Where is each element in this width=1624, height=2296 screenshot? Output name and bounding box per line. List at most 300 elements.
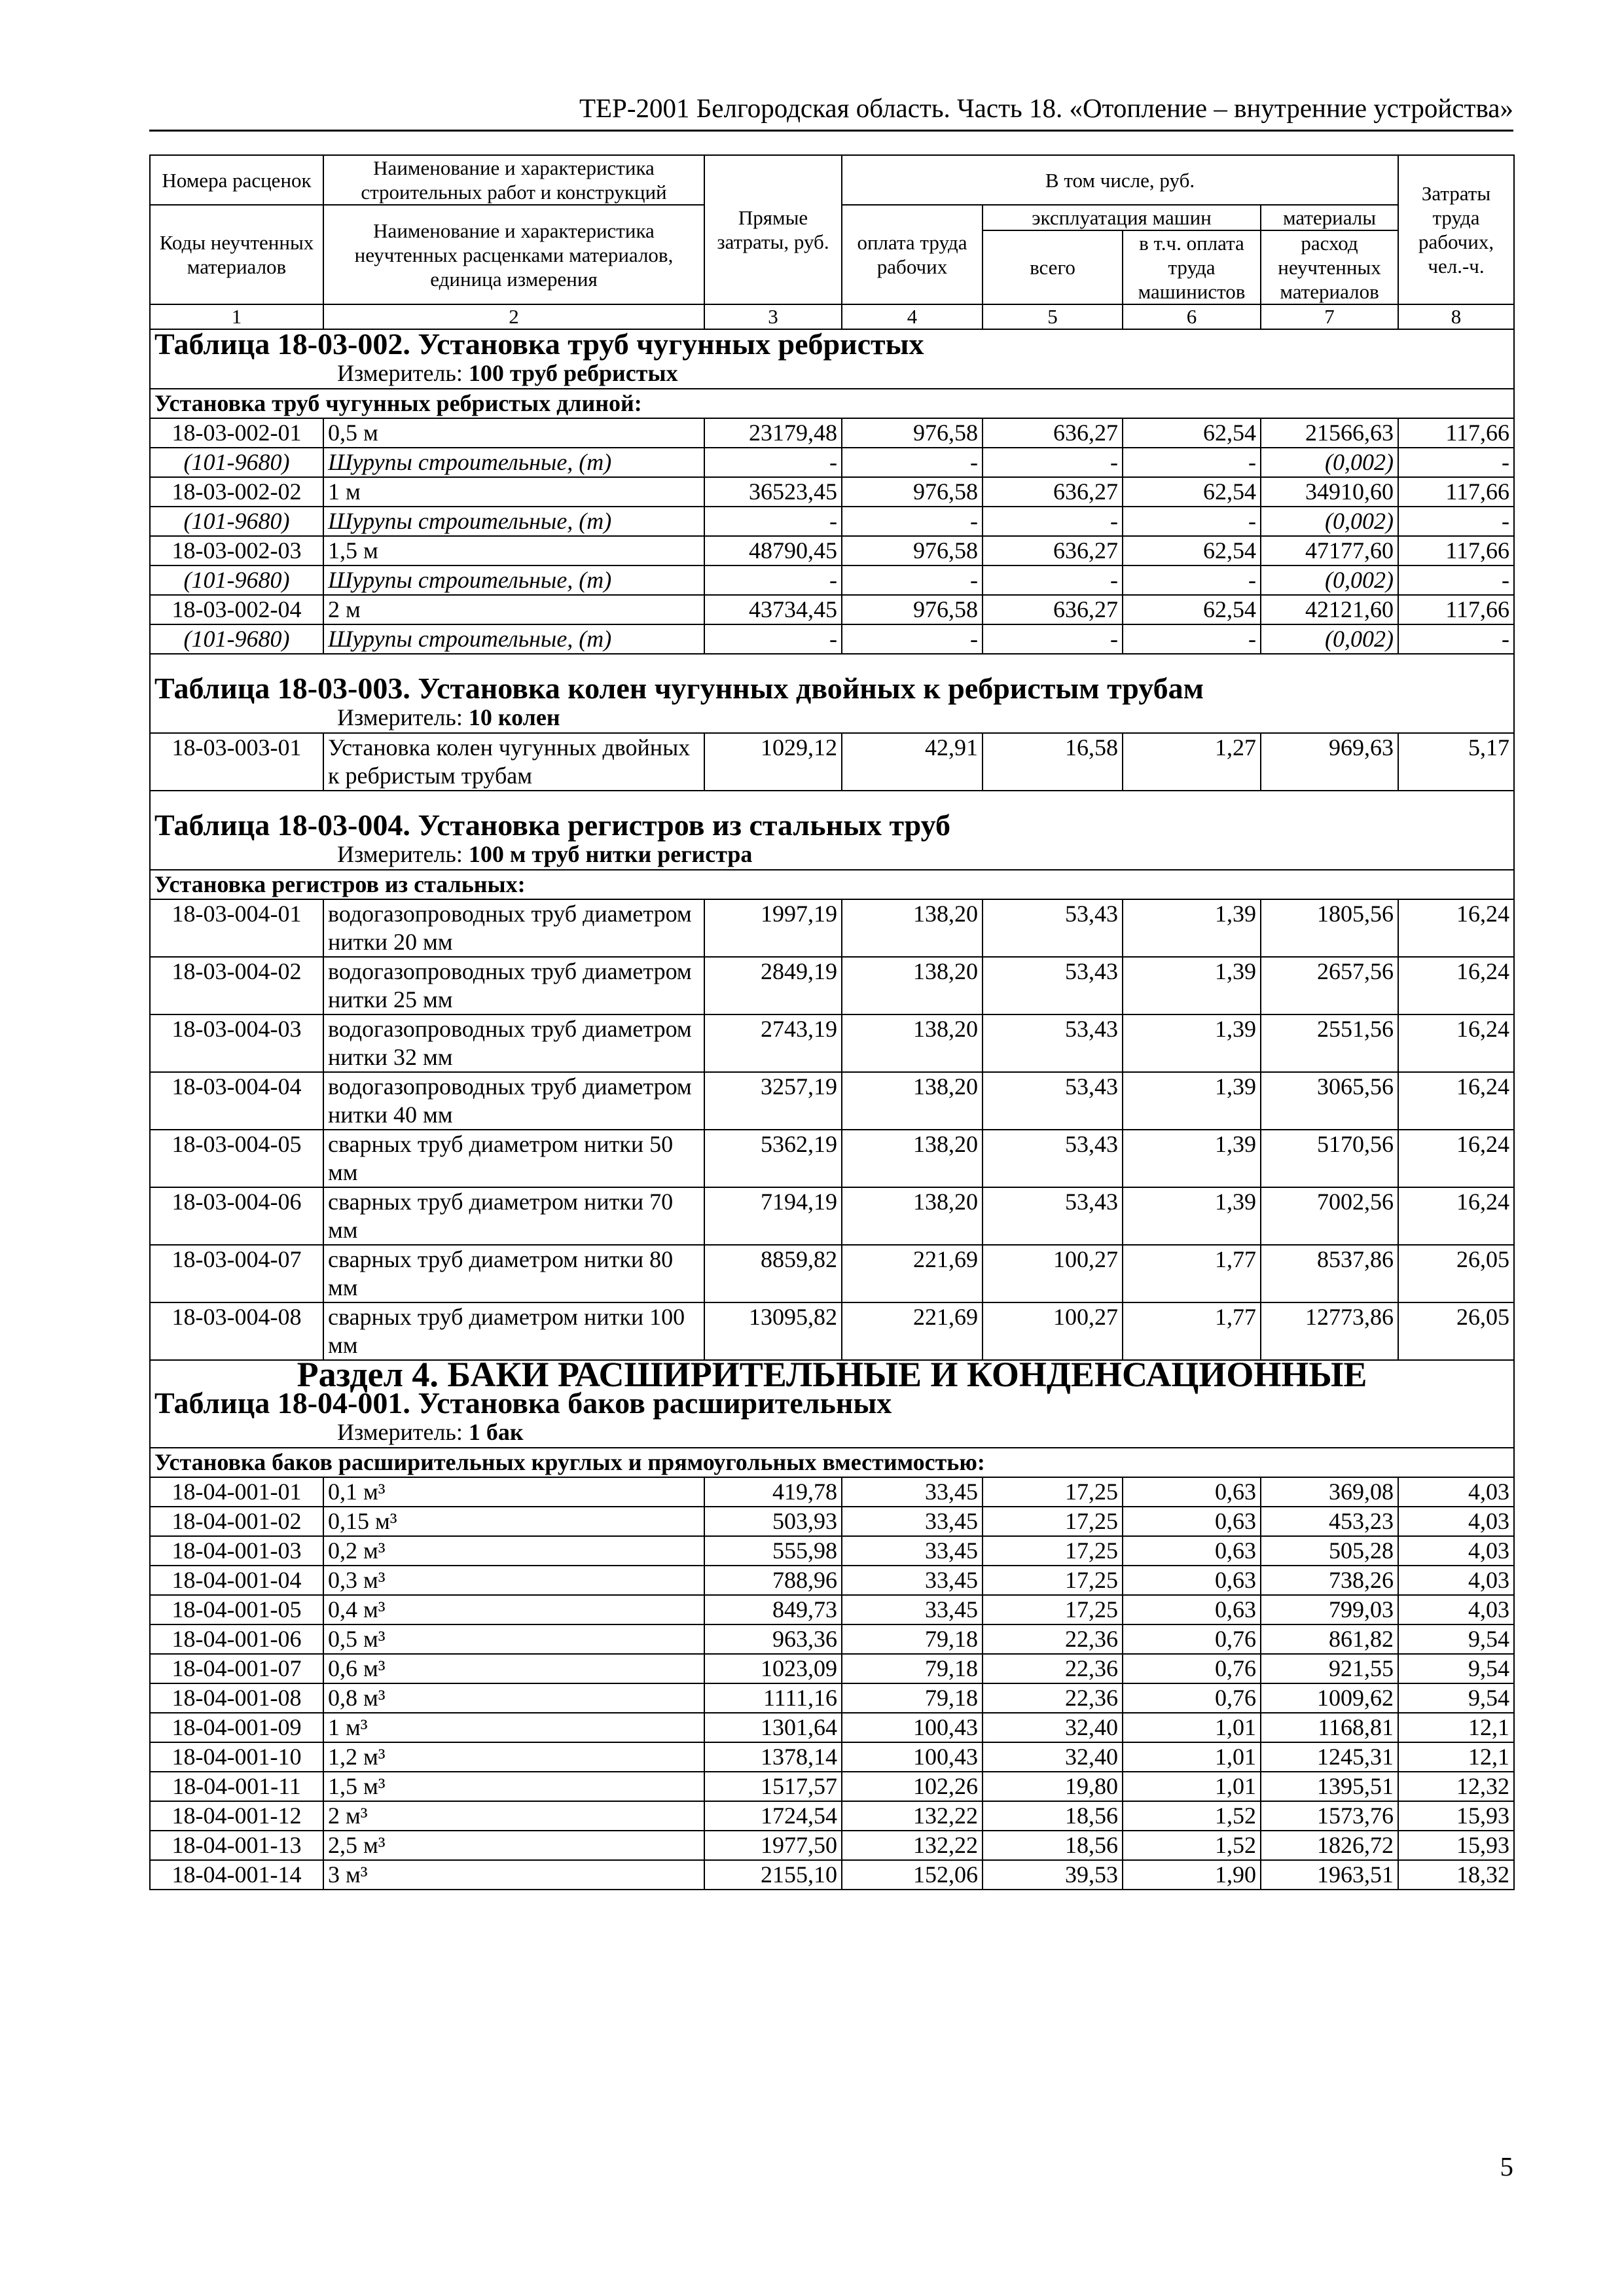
work-name: 0,3 м³ xyxy=(323,1566,704,1595)
including-header: В том числе, руб. xyxy=(842,155,1398,205)
rate-code: 18-04-001-06 xyxy=(150,1624,323,1654)
work-name: 2,5 м³ xyxy=(323,1831,704,1860)
value-cell: 0,63 xyxy=(1123,1507,1261,1536)
value-cell: 79,18 xyxy=(842,1624,983,1654)
work-name: 1 м³ xyxy=(323,1713,704,1742)
table-title: Таблица 18-04-001. Установка баков расширительных xyxy=(150,1389,1514,1417)
value-cell: 17,25 xyxy=(983,1566,1123,1595)
rate-code: 18-04-001-14 xyxy=(150,1860,323,1890)
value-cell: 138,20 xyxy=(842,1072,983,1130)
value-cell: 26,05 xyxy=(1398,1245,1514,1302)
rate-code: 18-03-004-05 xyxy=(150,1130,323,1187)
work-name: сварных труб диаметром нитки 100 мм xyxy=(323,1302,704,1360)
work-name: 0,6 м³ xyxy=(323,1654,704,1683)
unit-row xyxy=(150,358,1514,389)
column-header-row-1 xyxy=(150,155,1514,205)
value-cell: 503,93 xyxy=(704,1507,842,1536)
value-cell: 79,18 xyxy=(842,1654,983,1683)
work-name: сварных труб диаметром нитки 70 мм xyxy=(323,1187,704,1245)
value-cell: 3257,19 xyxy=(704,1072,842,1130)
price-row xyxy=(150,1566,1514,1595)
value-cell: 4,03 xyxy=(1398,1536,1514,1566)
price-row xyxy=(150,1683,1514,1713)
material-row xyxy=(150,507,1514,536)
value-cell: 16,24 xyxy=(1398,899,1514,957)
work-name: водогазопроводных труб диаметром нитки 32 мм xyxy=(323,1014,704,1072)
rate-code: 18-04-001-09 xyxy=(150,1713,323,1742)
rate-code: 18-03-004-04 xyxy=(150,1072,323,1130)
value-cell: 1009,62 xyxy=(1261,1683,1398,1713)
value-cell: 369,08 xyxy=(1261,1477,1398,1507)
price-row xyxy=(150,1595,1514,1624)
value-cell: 16,24 xyxy=(1398,1187,1514,1245)
value-cell: 18,32 xyxy=(1398,1860,1514,1890)
value-cell: 5170,56 xyxy=(1261,1130,1398,1187)
value-cell: 17,25 xyxy=(983,1536,1123,1566)
value-cell: 1168,81 xyxy=(1261,1713,1398,1742)
material-code: (101-9680) xyxy=(150,565,323,595)
price-row xyxy=(150,1014,1514,1072)
material-value: - xyxy=(1123,565,1261,595)
value-cell: 12,1 xyxy=(1398,1713,1514,1742)
value-cell: 1,39 xyxy=(1123,1130,1261,1187)
material-value: - xyxy=(1123,624,1261,654)
table-title-row xyxy=(150,674,1514,702)
value-cell: 23179,48 xyxy=(704,418,842,448)
unit-row xyxy=(150,1417,1514,1448)
value-cell: 0,63 xyxy=(1123,1536,1261,1566)
value-cell: 17,25 xyxy=(983,1477,1123,1507)
work-name: 0,2 м³ xyxy=(323,1536,704,1566)
subheading-row xyxy=(150,389,1514,418)
subheading: Установка регистров из стальных: xyxy=(150,870,1514,899)
material-value: - xyxy=(1398,624,1514,654)
value-cell: 2743,19 xyxy=(704,1014,842,1072)
value-cell: 4,03 xyxy=(1398,1595,1514,1624)
price-row xyxy=(150,1302,1514,1360)
subheading-row xyxy=(150,1448,1514,1477)
value-cell: 0,76 xyxy=(1123,1654,1261,1683)
header-rule xyxy=(149,130,1513,132)
value-cell: 1517,57 xyxy=(704,1772,842,1801)
rate-code: 18-03-004-03 xyxy=(150,1014,323,1072)
price-row xyxy=(150,1860,1514,1890)
value-cell: 1,27 xyxy=(1123,733,1261,791)
subheading-row xyxy=(150,870,1514,899)
value-cell: 62,54 xyxy=(1123,418,1261,448)
material-value: - xyxy=(983,565,1123,595)
value-cell: 976,58 xyxy=(842,536,983,565)
rate-code: 18-04-001-13 xyxy=(150,1831,323,1860)
column-number: 2 xyxy=(323,304,704,329)
value-cell: 1,90 xyxy=(1123,1860,1261,1890)
value-cell: 26,05 xyxy=(1398,1302,1514,1360)
value-cell: 1,01 xyxy=(1123,1742,1261,1772)
value-cell: 8859,82 xyxy=(704,1245,842,1302)
value-cell: 1,39 xyxy=(1123,957,1261,1014)
value-cell: 16,58 xyxy=(983,733,1123,791)
value-cell: 15,93 xyxy=(1398,1831,1514,1860)
value-cell: 0,63 xyxy=(1123,1595,1261,1624)
value-cell: 100,27 xyxy=(983,1245,1123,1302)
work-name: 1,5 м³ xyxy=(323,1772,704,1801)
rate-code: 18-03-004-07 xyxy=(150,1245,323,1302)
work-name: водогазопроводных труб диаметром нитки 25 мм xyxy=(323,957,704,1014)
price-row xyxy=(150,1624,1514,1654)
rate-code: 18-03-003-01 xyxy=(150,733,323,791)
material-code: (101-9680) xyxy=(150,507,323,536)
col3-header: Прямые затраты, руб. xyxy=(704,155,842,304)
value-cell: 738,26 xyxy=(1261,1566,1398,1595)
price-row xyxy=(150,1801,1514,1831)
col1-header-a: Номера расценок xyxy=(150,155,323,205)
value-cell: 39,53 xyxy=(983,1860,1123,1890)
work-name: 0,15 м³ xyxy=(323,1507,704,1536)
column-number: 8 xyxy=(1398,304,1514,329)
unit-row xyxy=(150,839,1514,870)
value-cell: 3065,56 xyxy=(1261,1072,1398,1130)
value-cell: 53,43 xyxy=(983,1187,1123,1245)
material-value: - xyxy=(842,624,983,654)
value-cell: 53,43 xyxy=(983,1072,1123,1130)
column-number: 3 xyxy=(704,304,842,329)
unit-value: 1 бак xyxy=(468,1419,524,1445)
unit-line xyxy=(150,1417,1514,1448)
value-cell: 969,63 xyxy=(1261,733,1398,791)
value-cell: 117,66 xyxy=(1398,536,1514,565)
value-cell: 4,03 xyxy=(1398,1566,1514,1595)
value-cell: 9,54 xyxy=(1398,1683,1514,1713)
unit-label: Измеритель: xyxy=(337,360,463,386)
machines-header: эксплуатация машин xyxy=(983,205,1261,230)
col5-header: всего xyxy=(983,230,1123,304)
value-cell: 9,54 xyxy=(1398,1654,1514,1683)
material-code: (101-9680) xyxy=(150,448,323,477)
value-cell: 1997,19 xyxy=(704,899,842,957)
table-title-row xyxy=(150,329,1514,358)
material-value: - xyxy=(983,624,1123,654)
value-cell: 138,20 xyxy=(842,899,983,957)
work-name: Установка колен чугунных двойных к ребристым трубам xyxy=(323,733,704,791)
col2-header-a: Наименование и характеристика строительных работ и конструкций xyxy=(323,155,704,205)
value-cell: 8537,86 xyxy=(1261,1245,1398,1302)
material-name: Шурупы строительные, (т) xyxy=(323,507,704,536)
value-cell: 53,43 xyxy=(983,957,1123,1014)
work-name: 0,4 м³ xyxy=(323,1595,704,1624)
col4-header: оплата труда рабочих xyxy=(842,205,983,304)
unit-line xyxy=(150,358,1514,389)
price-row xyxy=(150,899,1514,957)
work-name: сварных труб диаметром нитки 80 мм xyxy=(323,1245,704,1302)
value-cell: 1,01 xyxy=(1123,1772,1261,1801)
value-cell: 15,93 xyxy=(1398,1801,1514,1831)
value-cell: 53,43 xyxy=(983,899,1123,957)
value-cell: 1573,76 xyxy=(1261,1801,1398,1831)
value-cell: 636,27 xyxy=(983,595,1123,624)
value-cell: 419,78 xyxy=(704,1477,842,1507)
value-cell: 1963,51 xyxy=(1261,1860,1398,1890)
value-cell: 36523,45 xyxy=(704,477,842,507)
work-name: 1 м xyxy=(323,477,704,507)
rate-code: 18-04-001-11 xyxy=(150,1772,323,1801)
value-cell: 13095,82 xyxy=(704,1302,842,1360)
work-name: 2 м³ xyxy=(323,1801,704,1831)
price-row xyxy=(150,595,1514,624)
value-cell: 132,22 xyxy=(842,1801,983,1831)
value-cell: 1245,31 xyxy=(1261,1742,1398,1772)
value-cell: 62,54 xyxy=(1123,477,1261,507)
value-cell: 2657,56 xyxy=(1261,957,1398,1014)
value-cell: 1301,64 xyxy=(704,1713,842,1742)
material-value: - xyxy=(1398,507,1514,536)
value-cell: 43734,45 xyxy=(704,595,842,624)
price-row xyxy=(150,1072,1514,1130)
material-value: - xyxy=(983,448,1123,477)
material-value: - xyxy=(842,448,983,477)
material-value: - xyxy=(704,565,842,595)
price-row xyxy=(150,1130,1514,1187)
value-cell: 5362,19 xyxy=(704,1130,842,1187)
value-cell: 18,56 xyxy=(983,1831,1123,1860)
value-cell: 53,43 xyxy=(983,1130,1123,1187)
value-cell: 1395,51 xyxy=(1261,1772,1398,1801)
col1-header-b: Коды неучтенных материалов xyxy=(150,205,323,304)
work-name: 0,5 м³ xyxy=(323,1624,704,1654)
value-cell: 53,43 xyxy=(983,1014,1123,1072)
value-cell: 117,66 xyxy=(1398,418,1514,448)
work-name: 0,8 м³ xyxy=(323,1683,704,1713)
value-cell: 19,80 xyxy=(983,1772,1123,1801)
rate-code: 18-04-001-05 xyxy=(150,1595,323,1624)
value-cell: 1826,72 xyxy=(1261,1831,1398,1860)
column-number: 7 xyxy=(1261,304,1398,329)
value-cell: 7002,56 xyxy=(1261,1187,1398,1245)
value-cell: 1,39 xyxy=(1123,1187,1261,1245)
table-title: Таблица 18-03-003. Установка колен чугунных двойных к ребристым трубам xyxy=(150,674,1514,702)
price-row xyxy=(150,477,1514,507)
unit-line xyxy=(150,702,1514,733)
material-value: - xyxy=(1123,448,1261,477)
price-row xyxy=(150,1713,1514,1742)
value-cell: 12773,86 xyxy=(1261,1302,1398,1360)
value-cell: 636,27 xyxy=(983,418,1123,448)
value-cell: 0,63 xyxy=(1123,1566,1261,1595)
value-cell: 22,36 xyxy=(983,1654,1123,1683)
value-cell: 453,23 xyxy=(1261,1507,1398,1536)
column-number: 1 xyxy=(150,304,323,329)
value-cell: 1724,54 xyxy=(704,1801,842,1831)
value-cell: 138,20 xyxy=(842,957,983,1014)
materials-header: материалы xyxy=(1261,205,1398,230)
value-cell: 32,40 xyxy=(983,1742,1123,1772)
value-cell: 555,98 xyxy=(704,1536,842,1566)
value-cell: 221,69 xyxy=(842,1302,983,1360)
material-code: (101-9680) xyxy=(150,624,323,654)
value-cell: 117,66 xyxy=(1398,595,1514,624)
part-title: Раздел 4. БАКИ РАСШИРИТЕЛЬНЫЕ И КОНДЕНСАЦИОННЫЕ xyxy=(150,1360,1514,1389)
value-cell: 976,58 xyxy=(842,477,983,507)
unit-row xyxy=(150,702,1514,733)
value-cell: 921,55 xyxy=(1261,1654,1398,1683)
value-cell: 2551,56 xyxy=(1261,1014,1398,1072)
value-cell: 100,27 xyxy=(983,1302,1123,1360)
rate-code: 18-04-001-03 xyxy=(150,1536,323,1566)
value-cell: 100,43 xyxy=(842,1742,983,1772)
material-value: - xyxy=(983,507,1123,536)
page-number: 5 xyxy=(1500,2151,1513,2181)
value-cell: 48790,45 xyxy=(704,536,842,565)
unit-value: 100 труб ребристых xyxy=(468,360,678,386)
value-cell: 33,45 xyxy=(842,1507,983,1536)
value-cell: 132,22 xyxy=(842,1831,983,1860)
value-cell: 976,58 xyxy=(842,595,983,624)
price-row xyxy=(150,1477,1514,1507)
material-value: - xyxy=(1398,448,1514,477)
value-cell: 2155,10 xyxy=(704,1860,842,1890)
col7-header: расход неучтенных материалов xyxy=(1261,230,1398,304)
value-cell: 4,03 xyxy=(1398,1507,1514,1536)
material-value: - xyxy=(1398,565,1514,595)
work-name: 0,1 м³ xyxy=(323,1477,704,1507)
value-cell: 788,96 xyxy=(704,1566,842,1595)
price-row xyxy=(150,1507,1514,1536)
work-name: сварных труб диаметром нитки 50 мм xyxy=(323,1130,704,1187)
value-cell: 636,27 xyxy=(983,477,1123,507)
value-cell: 1977,50 xyxy=(704,1831,842,1860)
rate-code: 18-04-001-08 xyxy=(150,1683,323,1713)
col8-header: Затраты труда рабочих, чел.-ч. xyxy=(1398,155,1514,304)
value-cell: 42121,60 xyxy=(1261,595,1398,624)
part-title-row xyxy=(150,1360,1514,1389)
work-name: 1,2 м³ xyxy=(323,1742,704,1772)
value-cell: 1,01 xyxy=(1123,1713,1261,1742)
rate-code: 18-03-004-06 xyxy=(150,1187,323,1245)
work-name: 1,5 м xyxy=(323,536,704,565)
value-cell: 505,28 xyxy=(1261,1536,1398,1566)
value-cell: 33,45 xyxy=(842,1536,983,1566)
value-cell: 138,20 xyxy=(842,1014,983,1072)
running-header: ТЕР-2001 Белгородская область. Часть 18. «Отопление – внутренние устройства» xyxy=(579,93,1513,123)
material-value: (0,002) xyxy=(1261,565,1398,595)
material-value: (0,002) xyxy=(1261,624,1398,654)
price-row xyxy=(150,1742,1514,1772)
material-row xyxy=(150,448,1514,477)
price-row xyxy=(150,1187,1514,1245)
value-cell: 22,36 xyxy=(983,1683,1123,1713)
material-value: - xyxy=(704,624,842,654)
price-row xyxy=(150,733,1514,791)
unit-value: 100 м труб нитки регистра xyxy=(468,841,753,867)
value-cell: 1023,09 xyxy=(704,1654,842,1683)
value-cell: 32,40 xyxy=(983,1713,1123,1742)
value-cell: 42,91 xyxy=(842,733,983,791)
value-cell: 4,03 xyxy=(1398,1477,1514,1507)
rate-code: 18-04-001-02 xyxy=(150,1507,323,1536)
value-cell: 221,69 xyxy=(842,1245,983,1302)
unit-label: Измеритель: xyxy=(337,1419,463,1445)
material-value: - xyxy=(1123,507,1261,536)
value-cell: 1,52 xyxy=(1123,1801,1261,1831)
rate-code: 18-04-001-04 xyxy=(150,1566,323,1595)
value-cell: 47177,60 xyxy=(1261,536,1398,565)
rate-code: 18-03-002-01 xyxy=(150,418,323,448)
material-value: - xyxy=(704,448,842,477)
value-cell: 17,25 xyxy=(983,1595,1123,1624)
value-cell: 849,73 xyxy=(704,1595,842,1624)
unit-label: Измеритель: xyxy=(337,704,463,730)
table-title-row xyxy=(150,811,1514,839)
col6-header: в т.ч. оплата труда машинистов xyxy=(1123,230,1261,304)
value-cell: 62,54 xyxy=(1123,595,1261,624)
work-name: 0,5 м xyxy=(323,418,704,448)
value-cell: 636,27 xyxy=(983,536,1123,565)
price-row xyxy=(150,1245,1514,1302)
value-cell: 5,17 xyxy=(1398,733,1514,791)
value-cell: 1,39 xyxy=(1123,1072,1261,1130)
price-row xyxy=(150,1536,1514,1566)
value-cell: 79,18 xyxy=(842,1683,983,1713)
value-cell: 152,06 xyxy=(842,1860,983,1890)
subheading: Установка баков расширительных круглых и прямоугольных вместимостью: xyxy=(150,1448,1514,1477)
value-cell: 62,54 xyxy=(1123,536,1261,565)
value-cell: 22,36 xyxy=(983,1624,1123,1654)
price-row xyxy=(150,536,1514,565)
value-cell: 1,39 xyxy=(1123,899,1261,957)
value-cell: 1,77 xyxy=(1123,1302,1261,1360)
value-cell: 16,24 xyxy=(1398,1130,1514,1187)
rate-code: 18-03-002-04 xyxy=(150,595,323,624)
material-value: (0,002) xyxy=(1261,507,1398,536)
unit-line xyxy=(150,839,1514,870)
price-row xyxy=(150,957,1514,1014)
value-cell: 9,54 xyxy=(1398,1624,1514,1654)
work-name: 3 м³ xyxy=(323,1860,704,1890)
value-cell: 1029,12 xyxy=(704,733,842,791)
value-cell: 2849,19 xyxy=(704,957,842,1014)
material-value: - xyxy=(842,565,983,595)
price-row xyxy=(150,418,1514,448)
subheading: Установка труб чугунных ребристых длиной: xyxy=(150,389,1514,418)
table-title: Таблица 18-03-002. Установка труб чугунных ребристых xyxy=(150,329,1514,358)
column-number: 4 xyxy=(842,304,983,329)
column-number-row xyxy=(150,304,1514,329)
material-name: Шурупы строительные, (т) xyxy=(323,624,704,654)
value-cell: 18,56 xyxy=(983,1801,1123,1831)
material-row xyxy=(150,624,1514,654)
value-cell: 1111,16 xyxy=(704,1683,842,1713)
value-cell: 138,20 xyxy=(842,1130,983,1187)
value-cell: 1,77 xyxy=(1123,1245,1261,1302)
price-row xyxy=(150,1831,1514,1860)
value-cell: 33,45 xyxy=(842,1595,983,1624)
column-number: 6 xyxy=(1123,304,1261,329)
rate-code: 18-03-002-02 xyxy=(150,477,323,507)
value-cell: 0,63 xyxy=(1123,1477,1261,1507)
material-name: Шурупы строительные, (т) xyxy=(323,565,704,595)
col2-header-b: Наименование и характеристика неучтенных расценками материалов, единица измерения xyxy=(323,205,704,304)
material-value: - xyxy=(704,507,842,536)
price-row xyxy=(150,1654,1514,1683)
value-cell: 1378,14 xyxy=(704,1742,842,1772)
rate-code: 18-04-001-01 xyxy=(150,1477,323,1507)
material-value: - xyxy=(842,507,983,536)
work-name: 2 м xyxy=(323,595,704,624)
value-cell: 117,66 xyxy=(1398,477,1514,507)
price-row xyxy=(150,1772,1514,1801)
value-cell: 1,39 xyxy=(1123,1014,1261,1072)
value-cell: 976,58 xyxy=(842,418,983,448)
value-cell: 33,45 xyxy=(842,1477,983,1507)
